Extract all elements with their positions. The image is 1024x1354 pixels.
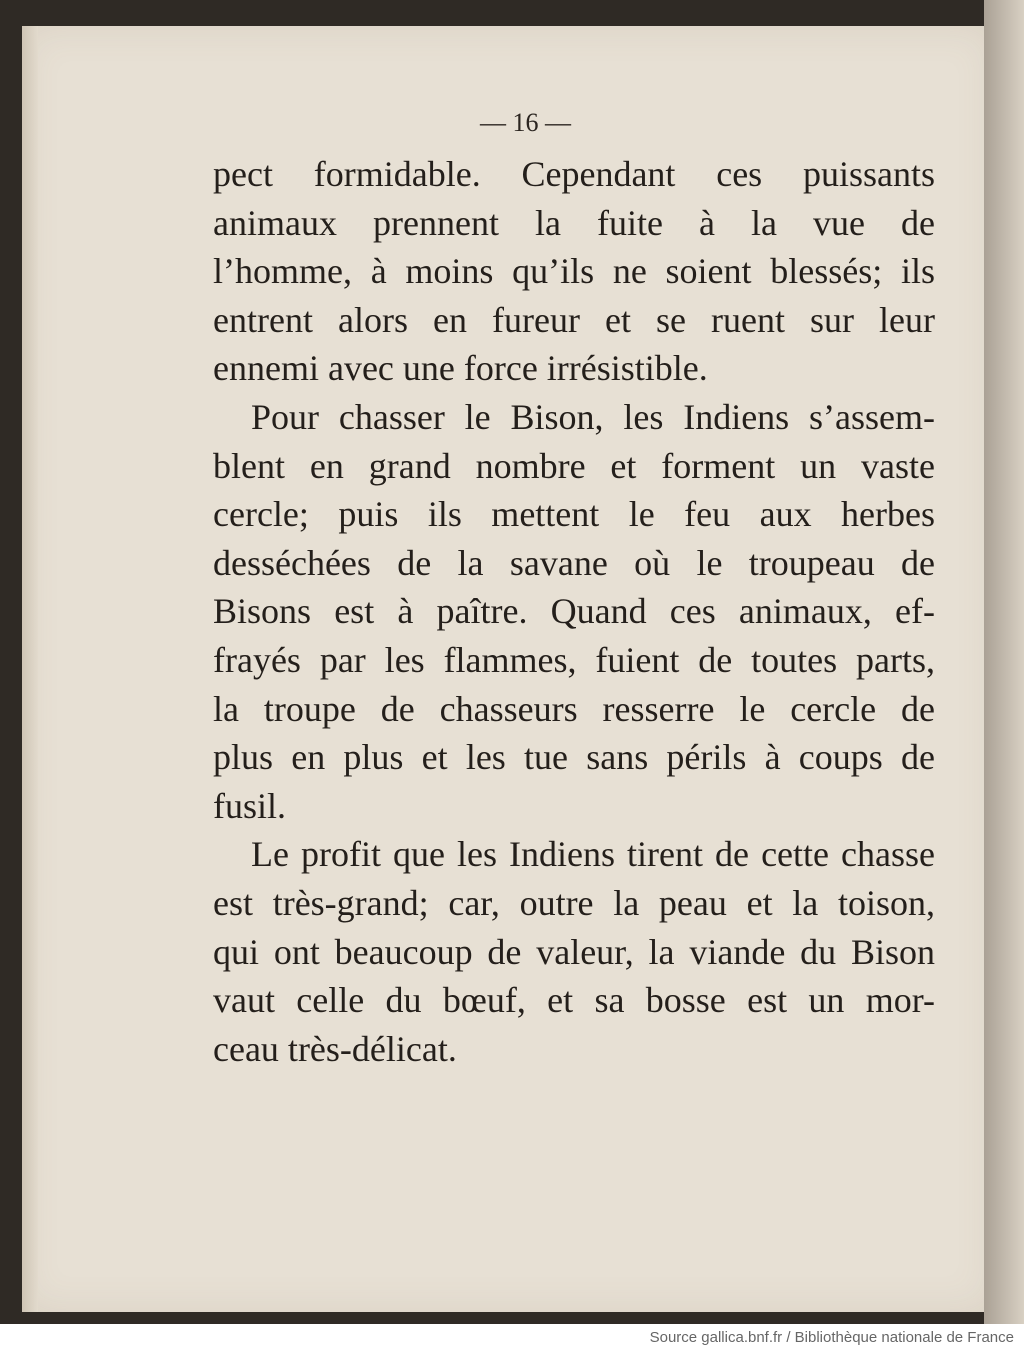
source-credit: Source gallica.bnf.fr / Bibliothèque nationale de France [649, 1329, 1014, 1346]
text-line: Pour chasser le Bison, les Indiens s’assem- [251, 396, 935, 437]
text-line: vaut celle du bœuf, et sa bosse est un mor- [213, 980, 935, 1021]
facing-page-edge [984, 0, 1024, 1324]
text-line: ceau très-délicat. [213, 1028, 457, 1069]
text-line: plus en plus et les tue sans périls à coups de [213, 737, 935, 778]
text-line: pect formidable. Cependant ces puissants [213, 154, 935, 194]
page-text [213, 150, 935, 1073]
text-line: qui ont beaucoup de valeur, la viande du Bison [213, 931, 935, 972]
text-line: desséchées de la savane où le troupeau de [213, 542, 935, 583]
text-line: Le profit que les Indiens tirent de cette chasse [251, 834, 935, 875]
text-line: l’homme, à moins qu’ils ne soient blessés; ils [213, 251, 935, 292]
paragraph-3 [213, 830, 935, 1073]
text-line: frayés par les flammes, fuient de toutes parts, [213, 639, 935, 680]
footer [0, 1324, 1024, 1354]
text-line: cercle; puis ils mettent le feu aux herbes [213, 494, 935, 535]
page-number: — 16 — [480, 108, 571, 137]
text-line: est très-grand; car, outre la peau et la toison, [213, 882, 935, 923]
text-line: fusil. [213, 785, 287, 826]
paragraph-1 [213, 150, 935, 393]
paragraph-2 [213, 393, 935, 830]
text-line: entrent alors en fureur et se ruent sur leur [213, 299, 935, 340]
page-edge [22, 26, 38, 1312]
text-line: Bisons est à paître. Quand ces animaux, ef- [213, 591, 935, 632]
text-line: blent en grand nombre et forment un vaste [213, 445, 935, 486]
text-line: animaux prennent la fuite à la vue de [213, 202, 935, 243]
text-line: la troupe de chasseurs resserre le cercle de [213, 688, 935, 729]
text-line: ennemi avec une force irrésistible. [213, 348, 708, 389]
